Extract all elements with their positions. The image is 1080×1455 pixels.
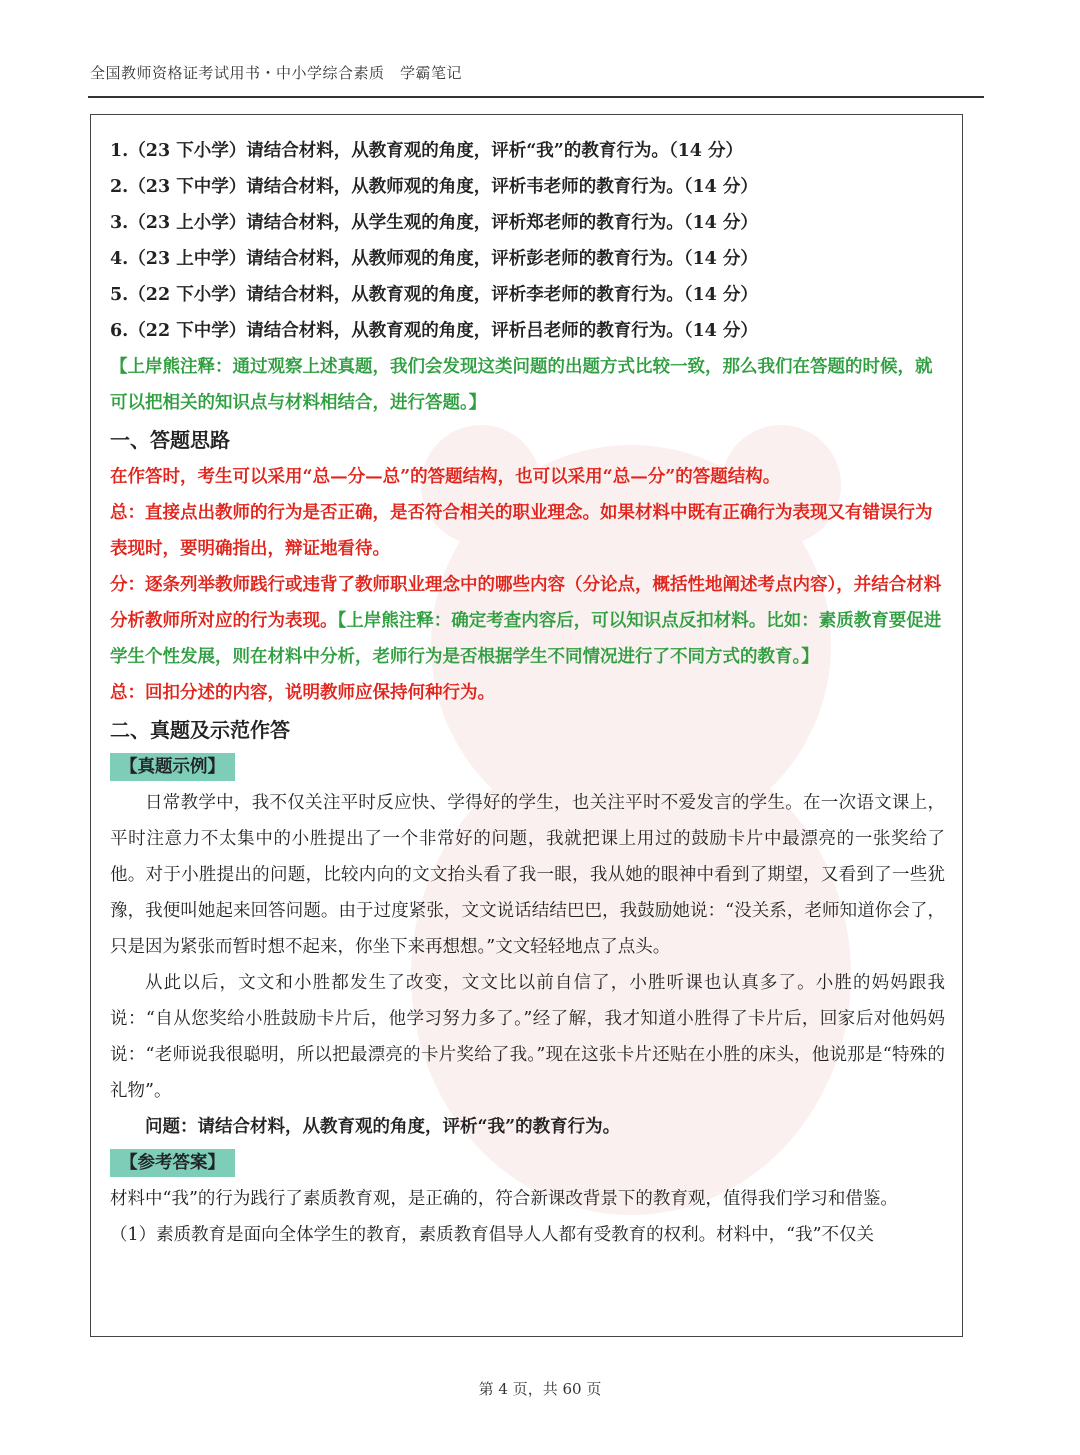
approach-opening-summary: 总：直接点出教师的行为是否正确，是否符合相关的职业理念。如果材料中既有正确行为表现又有错误行为表现时，要明确指出，辩证地看待。 (110, 503, 933, 559)
exam-question-3: 3.（23 上小学）请结合材料，从学生观的角度，评析郑老师的教育行为。（14 分） (110, 213, 758, 233)
approach-intro: 在作答时，考生可以采用“总—分—总”的答题结构，也可以采用“总—分”的答题结构。 (110, 467, 781, 487)
page-content (110, 133, 945, 1253)
approach-body-note: 【上岸熊注释：确定考查内容后，可以知识点反扣材料。比如：素质教育要促进学生个性发展，则在材料中分析，老师行为是否根据学生不同情况进行了不同方式的教育。】 (110, 611, 942, 667)
material-paragraph-1: 日常教学中，我不仅关注平时反应快、学得好的学生，也关注平时不爱发言的学生。在一次语文课上，平时注意力不太集中的小胜提出了一个非常好的问题，我就把课上用过的鼓励卡片中最漂亮的一张奖给了他。对于小胜提出的问题，比较内向的文文抬头看了我一眼，我从她的眼神中看到了期望，又看到了一些犹豫，我便叫她起来回答问题。由于过度紧张，文文说话结结巴巴，我鼓励她说：“没关系，老师知道你会了，只是因为紧张而暂时想不起来，你坐下来再想想。”文文轻轻地点了点头。 (110, 793, 945, 957)
exam-question-6: 6.（22 下中学）请结合材料，从教育观的角度，评析吕老师的教育行为。（14 分） (110, 321, 758, 341)
example-tag: 【真题示例】 (110, 753, 235, 781)
exam-question-4: 4.（23 上中学）请结合材料，从教师观的角度，评析彭老师的教育行为。（14 分） (110, 249, 758, 269)
section-heading-examples: 二、真题及示范作答 (110, 718, 290, 742)
header-divider (88, 96, 984, 98)
answer-paragraph-1: 材料中“我”的行为践行了素质教育观，是正确的，符合新课改背景下的教育观，值得我们学习和借鉴。 (110, 1189, 898, 1209)
bear-note: 【上岸熊注释：通过观察上述真题，我们会发现这类问题的出题方式比较一致，那么我们在答题的时候，就可以把相关的知识点与材料相结合，进行答题。】 (110, 357, 933, 413)
approach-body-block (110, 567, 945, 675)
approach-closing-summary: 总：回扣分述的内容，说明教师应保持何种行为。 (110, 683, 495, 703)
exam-question-2: 2.（23 下中学）请结合材料，从教师观的角度，评析韦老师的教育行为。（14 分） (110, 177, 758, 197)
running-header: 全国教师资格证考试用书・中小学综合素质 学霸笔记 (90, 64, 463, 82)
page-number: 第 4 页，共 60 页 (478, 1380, 602, 1398)
material-paragraph-2: 从此以后，文文和小胜都发生了改变，文文比以前自信了，小胜听课也认真多了。小胜的妈妈跟我说：“自从您奖给小胜鼓励卡片后，他学习努力多了。”经了解，我才知道小胜得了卡片后，回家后对他妈妈说：“老师说我很聪明，所以把最漂亮的卡片奖给了我。”现在这张卡片还贴在小胜的床头，他说那是“特殊的礼物”。 (110, 973, 945, 1101)
approach-body: 分：逐条列举教师践行或违背了教师职业理念中的哪些内容（分论点，概括性地阐述考点内容），并结合材料分析教师所对应的行为表现。 (110, 575, 942, 631)
answer-paragraph-2: （1）素质教育是面向全体学生的教育，素质教育倡导人人都有受教育的权利。材料中，“我”不仅关 (110, 1225, 875, 1245)
exam-question-1: 1.（23 下小学）请结合材料，从教育观的角度，评析“我”的教育行为。（14 分） (110, 141, 744, 161)
answer-tag: 【参考答案】 (110, 1149, 235, 1177)
example-question: 问题：请结合材料，从教育观的角度，评析“我”的教育行为。 (145, 1117, 621, 1137)
section-heading-answer-approach: 一、答题思路 (110, 428, 230, 452)
exam-question-5: 5.（22 下小学）请结合材料，从教育观的角度，评析李老师的教育行为。（14 分） (110, 285, 758, 305)
content-frame (90, 114, 963, 1337)
